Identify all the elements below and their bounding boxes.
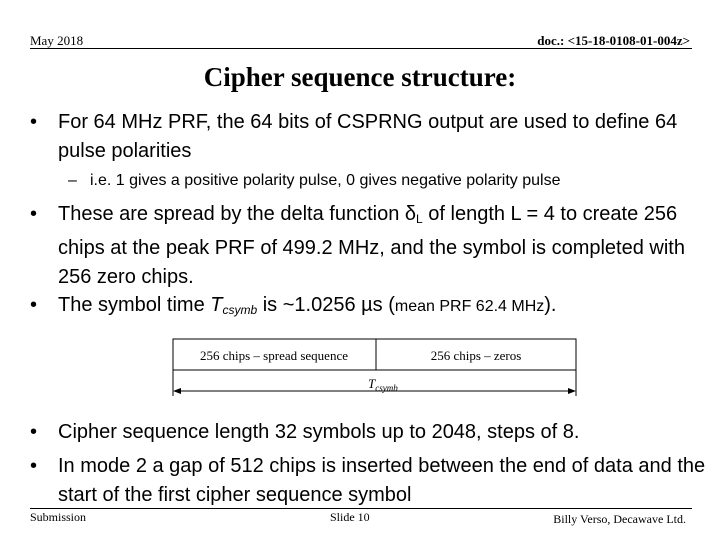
bullet-spread-pre: These are spread by the delta function δ: [58, 203, 417, 225]
bullet-glyph: •: [30, 294, 38, 316]
bullet-prf-text: For 64 MHz PRF, the 64 bits of CSPRNG output are used to define 64 pulse polarities: [58, 111, 678, 162]
footer-slide-number: Slide 10: [330, 510, 370, 524]
bullet-symbol-time-end: ).: [544, 294, 557, 316]
delta-subscript: L: [416, 212, 423, 226]
mean-prf-note: mean PRF 62.4 MHz: [394, 298, 545, 315]
bullet-cipher-length: [30, 418, 710, 447]
bullet-glyph: •: [30, 203, 38, 225]
tcsymb-symbol: T: [210, 294, 223, 316]
spread-sequence-label: 256 chips – spread sequence: [199, 348, 349, 363]
bullet-symbol-time-text: [58, 291, 710, 325]
dash-glyph: –: [68, 172, 77, 189]
subbullet-polarity: [68, 170, 708, 192]
arrow-right-icon: [568, 388, 576, 394]
tcsymb-label: [368, 376, 398, 393]
tcsymb-label-sub: csymb: [375, 383, 398, 393]
bullet-prf: [30, 108, 710, 166]
zeros-label: 256 chips – zeros: [430, 348, 522, 363]
header-rule: [30, 48, 692, 49]
bullet-mode2-gap-text: In mode 2 a gap of 512 chips is inserted between the end of data and the start of the first cipher sequence symbol: [58, 455, 706, 506]
bullet-spread-text: [58, 200, 710, 292]
symbol-structure-diagram: [172, 338, 582, 400]
bullet-glyph: •: [30, 455, 38, 477]
bullet-symbol-time-pre: The symbol time: [58, 294, 211, 316]
bullet-glyph: •: [30, 421, 38, 443]
footer-author: Billy Verso, Decawave Ltd.: [553, 512, 686, 526]
bullet-symbol-time-mid: is ~1.0256 µs (: [257, 294, 395, 316]
subbullet-polarity-text: i.e. 1 gives a positive polarity pulse, 0 gives negative polarity pulse: [90, 172, 561, 189]
bullet-symbol-time: [30, 291, 710, 325]
header-date: May 2018: [30, 33, 84, 48]
footer-submission: Submission: [30, 510, 87, 524]
tcsymb-subscript: csymb: [222, 303, 258, 317]
slide-title: Cipher sequence structure:: [203, 62, 517, 92]
bullet-cipher-length-text: Cipher sequence length 32 symbols up to 2048, steps of 8.: [58, 421, 580, 443]
footer-rule: [30, 508, 692, 509]
bullet-spread: [30, 200, 710, 292]
arrow-left-icon: [173, 388, 181, 394]
bullet-glyph: •: [30, 111, 38, 133]
header-doc-id: doc.: <15-18-0108-01-004z>: [537, 33, 690, 48]
bullet-spread-post: of length L = 4 to create 256 chips at the peak PRF of 499.2 MHz, and the symbol is completed with 256 zero chips.: [58, 203, 685, 288]
bullet-mode2-gap: [30, 452, 710, 510]
tcsymb-label-t: T: [368, 376, 376, 391]
